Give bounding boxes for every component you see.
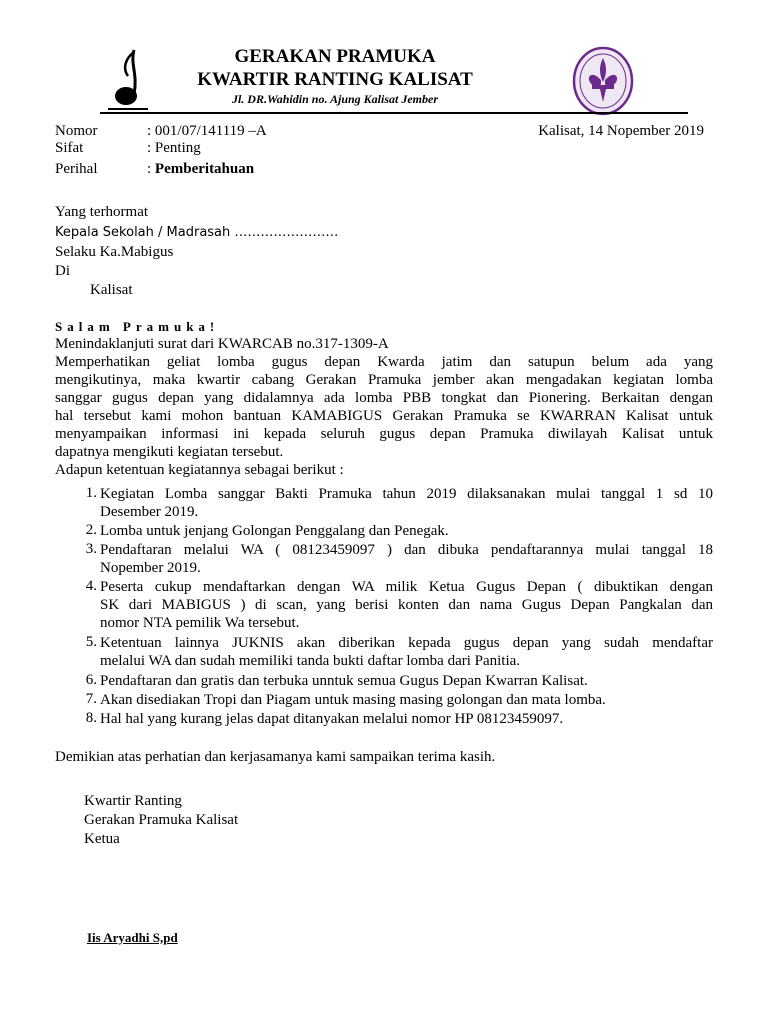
- recipient-line: Kepala Sekolah / Madrasah ……………………: [55, 225, 339, 240]
- sifat-label: Sifat: [55, 140, 84, 156]
- list-text: Pendaftaran melalui WA ( 08123459097 ) dan dibuka pendaftarannya mulai tanggal 18: [100, 542, 713, 558]
- perihal-label: Perihal: [55, 161, 98, 177]
- perihal-field: [147, 161, 254, 178]
- para-line-2: mengikutinya, maka kwartir cabang Gerakan Pramuka jember akan mengadakan kegiatan lomba: [55, 372, 713, 388]
- list-text: Desember 2019.: [100, 504, 199, 520]
- greeting: Yang terhormat: [55, 204, 149, 220]
- signatory-name: Iis Aryadhi S,pd: [87, 930, 178, 945]
- list-text: Pendaftaran dan gratis dan terbuka unntuk semua Gugus Depan Kwarran Kalisat.: [100, 673, 588, 689]
- list-text: SK dari MABIGUS ) di scan, yang berisi konten dan nama Gugus Depan Pangkalan dan: [100, 597, 713, 613]
- list-text: Ketentuan lainnya JUKNIS akan diberikan kepada gugus depan yang sudah mendaftar: [100, 635, 713, 651]
- para-line-3: sanggar gugus depan yang didalamnya ada lomba PBB tongkat dan Pionering. Berkaitan dengan: [55, 390, 713, 406]
- para-line-1: Memperhatikan geliat lomba gugus depan Kwarda jatim dan satupun belum ada yang: [55, 354, 713, 370]
- sig-line-2: Gerakan Pramuka Kalisat: [84, 812, 239, 828]
- list-text: Nopember 2019.: [100, 560, 201, 576]
- tunas-kelapa-icon: [108, 48, 148, 110]
- sig-line-3: Ketua: [84, 831, 120, 847]
- list-text: Kegiatan Lomba sanggar Bakti Pramuka tahun 2019 dilaksanakan mulai tanggal 1 sd 10: [100, 486, 713, 502]
- para-line-4: hal tersebut kami mohon bantuan KAMABIGUS Gerakan Pramuka se KWARRAN Kalisat untuk: [55, 408, 713, 424]
- recipient-di: Di: [55, 263, 70, 279]
- org-name: GERAKAN PRAMUKA: [234, 46, 436, 67]
- list-number: 5.: [85, 634, 97, 650]
- list-number: 8.: [85, 710, 97, 726]
- list-number: 2.: [85, 522, 97, 538]
- city-date: Kalisat, 14 Nopember 2019: [538, 123, 704, 139]
- scout-fleur-de-lis-icon: [572, 46, 634, 116]
- list-number: 4.: [85, 578, 97, 594]
- list-number: 3.: [85, 541, 97, 557]
- sig-line-1: Kwartir Ranting: [84, 793, 182, 809]
- perihal-colon: :: [147, 161, 152, 177]
- header-rule: [100, 112, 688, 114]
- para-line-6: dapatnya mengikuti kegiatan tersebut.: [55, 444, 284, 460]
- nomor-label: Nomor: [55, 123, 98, 139]
- list-number: 7.: [85, 691, 97, 707]
- list-number: 6.: [85, 672, 97, 688]
- sifat-value: : Penting: [147, 140, 201, 156]
- perihal-value: Pemberitahuan: [154, 161, 255, 177]
- list-text: melalui WA dan sudah memiliki tanda bukti daftar lomba dari Panitia.: [100, 653, 521, 669]
- list-intro: Adapun ketentuan kegiatannya sebagai berikut :: [55, 462, 344, 478]
- list-text: Lomba untuk jenjang Golongan Penggalang dan Penegak.: [100, 523, 449, 539]
- nomor-value: : 001/07/141119 –A: [147, 123, 267, 139]
- recipient-role: Selaku Ka.Mabigus: [55, 244, 174, 260]
- list-text: Peserta cukup mendaftarkan dengan WA milik Ketua Gugus Depan ( dibuktikan dengan: [100, 579, 713, 595]
- unit-name: KWARTIR RANTING KALISAT: [197, 69, 473, 90]
- closing-text: Demikian atas perhatian dan kerjasamanya kami sampaikan terima kasih.: [55, 749, 496, 765]
- para-line-5: menyampaikan informasi ini kepada seluruh gugus depan Pramuka diwilayah Kalisat untuk: [55, 426, 713, 442]
- list-number: 1.: [85, 485, 97, 501]
- list-text: Akan disediakan Tropi dan Piagam untuk masing masing golongan dan mata lomba.: [100, 692, 606, 708]
- org-address: Jl. DR.Wahidin no. Ajung Kalisat Jember: [231, 92, 439, 106]
- reference-line: Menindaklanjuti surat dari KWARCAB no.317-1309-A: [55, 336, 389, 352]
- list-text: nomor NTA pemilik Wa tersebut.: [100, 615, 300, 631]
- list-text: Hal hal yang kurang jelas dapat ditanyakan melalui nomor HP 08123459097.: [100, 711, 564, 727]
- salam-pramuka: Salam Pramuka!: [55, 319, 220, 334]
- recipient-place: Kalisat: [90, 282, 133, 298]
